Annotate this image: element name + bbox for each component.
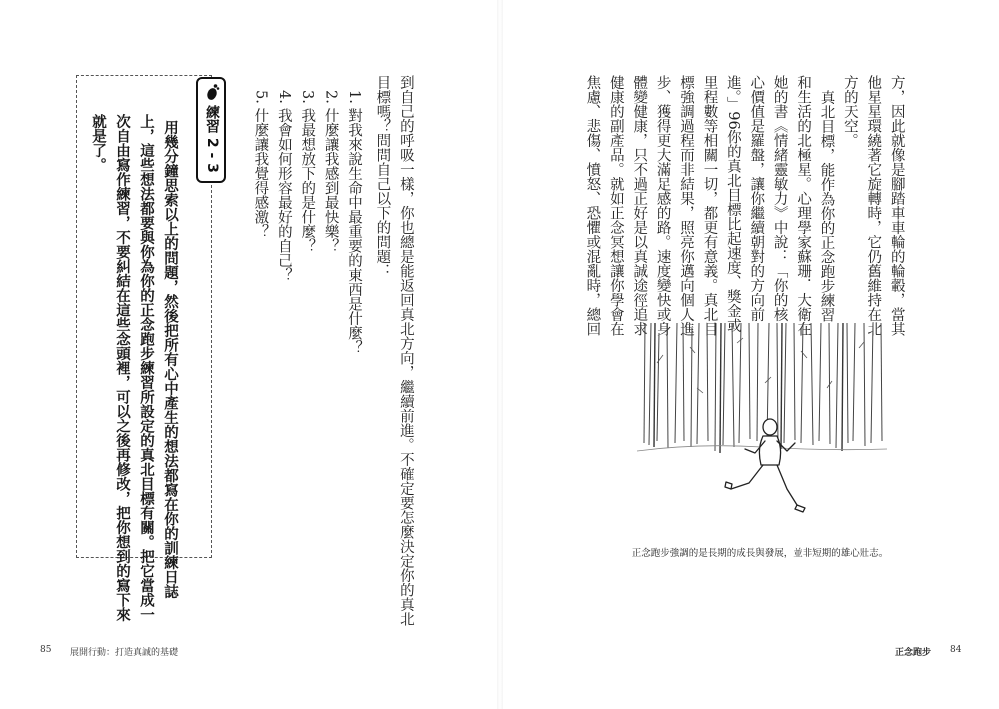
text-column: 方，因此就像是腳踏車車輪的輪轂，當其	[888, 75, 905, 336]
right-page-text	[580, 75, 908, 335]
list-item: 5. 什麼讓我覺得感激？	[252, 90, 269, 239]
text-column: 目標嗎？問問自己以下的問題：	[374, 75, 391, 278]
text-column: 到自己的呼吸一樣，你也總是能返回真北方向，繼續前進。不確定要怎麼決定你的真北	[397, 75, 414, 626]
page-number: 84	[950, 645, 962, 655]
text-column: 焦慮、悲傷、憤怒、恐懼或混亂時，總回	[584, 75, 601, 336]
page-number: 85	[40, 645, 52, 655]
list-item: 2. 什麼讓我感到最快樂？	[322, 90, 339, 254]
text-column: 就是了。	[90, 114, 106, 172]
text-column: 上，這些想法都要與你為你的正念跑步練習所設定的真北目標有關。把它當成一	[138, 114, 154, 622]
exercise-title: 練習 2 - 3	[204, 105, 220, 173]
page-gutter	[497, 0, 503, 709]
running-title: 展開行動：打造真誠的基礎	[70, 648, 179, 658]
exercise-tag	[196, 77, 226, 183]
running-title: 正念跑步	[895, 648, 932, 658]
text-column: 次自由寫作練習，不要糾結在這些念頭裡，可以之後再修改，把你想到的寫下來	[114, 114, 130, 622]
text-column: 和生活的北極星。心理學家蘇珊．大衛在	[795, 75, 812, 336]
question-list	[248, 90, 365, 355]
text-column: 體變健康，只不過正好是以真誠途徑追求	[631, 75, 648, 336]
illustration-caption: 正念跑步強調的是長期的成長與發展，並非短期的雄心壯志。	[631, 548, 889, 559]
text-column: 心價值是羅盤，讓你繼續朝對的方向前	[748, 75, 765, 322]
text-column: 標強調過程而非結果，照亮你邁向個人進	[678, 75, 695, 336]
text-column: 真北目標，能作為你的正念跑步練習	[818, 89, 835, 322]
text-column: 她的書《情緒靈敏力》中說：「你的核	[771, 75, 788, 322]
list-item: 4. 我會如何形容最好的自己？	[275, 90, 292, 283]
list-item: 1. 對我來說生命中最重要的東西是什麼？	[346, 90, 363, 355]
runner-forest-illustration	[637, 323, 887, 535]
left-page-text	[370, 75, 417, 626]
text-column: 用幾分鐘思索以上的問題，然後把所有心中產生的想法都寫在你的訓練日誌	[162, 119, 178, 599]
text-column: 他星星環繞著它旋轉時，它仍舊維持在北	[865, 75, 882, 336]
text-column: 健康的副產品。就如正念冥想讓你學會在	[607, 75, 624, 336]
text-column: 進。」96你的真北目標比起速度、獎金或	[724, 75, 741, 333]
exercise-body	[86, 114, 182, 622]
text-column: 方的天空。	[841, 75, 858, 148]
text-column: 里程數等相關一切，都更有意義。真北目	[701, 75, 718, 336]
text-column: 步、獲得更大滿足感的路。速度變快或身	[654, 75, 671, 336]
list-item: 3. 我最想放下的是什麼？	[299, 90, 316, 254]
footprint-icon	[204, 83, 220, 101]
